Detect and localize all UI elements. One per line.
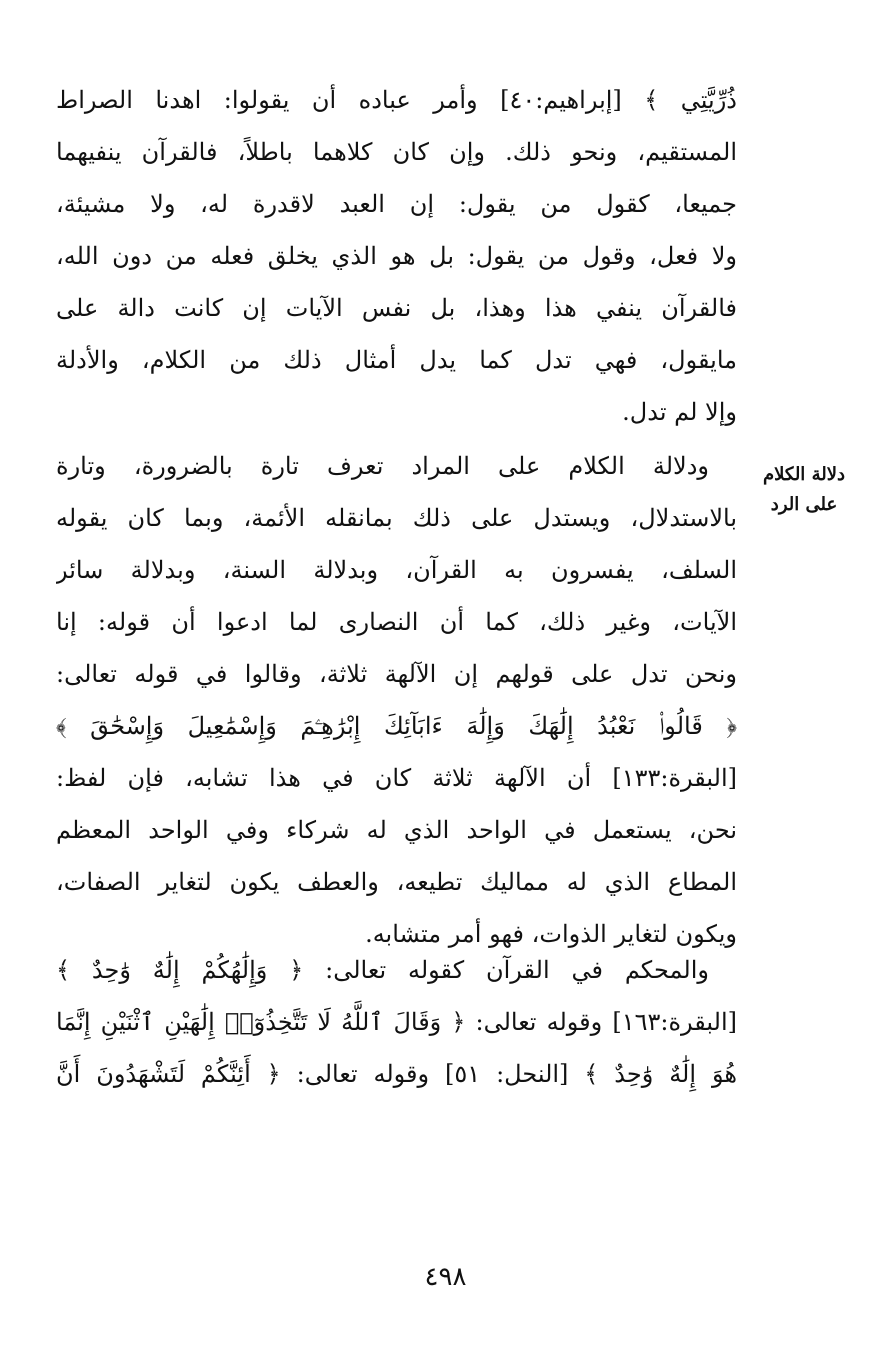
text-line: وإلا لم تدل. bbox=[622, 398, 737, 426]
text-line: مايقول، فهي تدل كما يدل أمثال ذلك من الكلام، والأدلة bbox=[56, 346, 737, 374]
text-line: الآيات، وغير ذلك، كما أن النصارى لما ادعوا أن قوله: إنا bbox=[56, 608, 737, 636]
text-line: ويكون لتغاير الذوات، فهو أمر متشابه. bbox=[365, 920, 737, 948]
text-line: جميعا، كقول من يقول: إن العبد لاقدرة له، ولا مشيئة، bbox=[56, 190, 737, 218]
paragraph-2 bbox=[56, 440, 737, 960]
text-line: والمحكم في القرآن كقوله تعالى: ﴿ وَإِلَٰهُكُمْ إِلَٰهٌ وَٰحِدٌ ﴾ bbox=[56, 956, 709, 984]
text-line: فالقرآن ينفي هذا وهذا، بل نفس الآيات إن كانت دالة على bbox=[56, 294, 737, 322]
text-line: السلف، يفسرون به القرآن، وبدلالة السنة، وبدلالة سائر bbox=[56, 556, 737, 584]
text-line: ولا فعل، وقول من يقول: بل هو الذي يخلق فعله من دون الله، bbox=[56, 242, 737, 270]
text-line: بالاستدلال، ويستدل على ذلك بمانقله الأئمة، وبما كان يقوله bbox=[56, 504, 737, 532]
text-line: ونحن تدل على قولهم إن الآلهة ثلاثة، وقالوا في قوله تعالى: bbox=[56, 660, 737, 688]
text-line: [البقرة:١٦٣] وقوله تعالى: ﴿ وَقَالَ ٱللَّهُ لَا تَتَّخِذُوٓا۟ إِلَٰهَيْنِ ٱثْنَيْنِ إِنَّمَا bbox=[56, 1008, 737, 1036]
margin-heading bbox=[756, 460, 852, 520]
text-line: ذُرِّيَّتِي ﴾ [إبراهيم:٤٠] وأمر عباده أن يقولوا: اهدنا الصراط bbox=[56, 86, 737, 114]
paragraph-1 bbox=[56, 74, 737, 438]
text-line: ودلالة الكلام على المراد تعرف تارة بالضرورة، وتارة bbox=[56, 452, 709, 480]
quran-verse-line: ﴿ قَالُوا۟ نَعْبُدُ إِلَٰهَكَ وَإِلَٰهَ ءَابَآئِكَ إِبْرَٰهِـۧمَ وَإِسْمَٰعِيلَ وَإِسْحَٰقَ ﴾ bbox=[56, 712, 737, 740]
margin-heading-line: دلالة الكلام bbox=[763, 464, 845, 485]
paragraph-3 bbox=[56, 944, 737, 1100]
page-number: ٤٩٨ bbox=[424, 1262, 467, 1292]
margin-heading-line: على الرد bbox=[770, 494, 838, 515]
text-line: [البقرة:١٣٣] أن الآلهة ثلاثة كان في هذا تشابه، فإن لفظ: bbox=[56, 764, 737, 792]
text-line: هُوَ إِلَٰهٌ وَٰحِدٌ ﴾ [النحل: ٥١] وقوله تعالى: ﴿ أَئِنَّكُمْ لَتَشْهَدُونَ أَنَّ bbox=[56, 1060, 737, 1088]
text-line: المطاع الذي له مماليك تطيعه، والعطف يكون لتغاير الصفات، bbox=[56, 868, 737, 896]
text-line: المستقيم، ونحو ذلك. وإن كان كلاهما باطلاً، فالقرآن ينفيهما bbox=[56, 138, 737, 166]
text-line: نحن، يستعمل في الواحد الذي له شركاء وفي الواحد المعظم bbox=[56, 816, 737, 844]
